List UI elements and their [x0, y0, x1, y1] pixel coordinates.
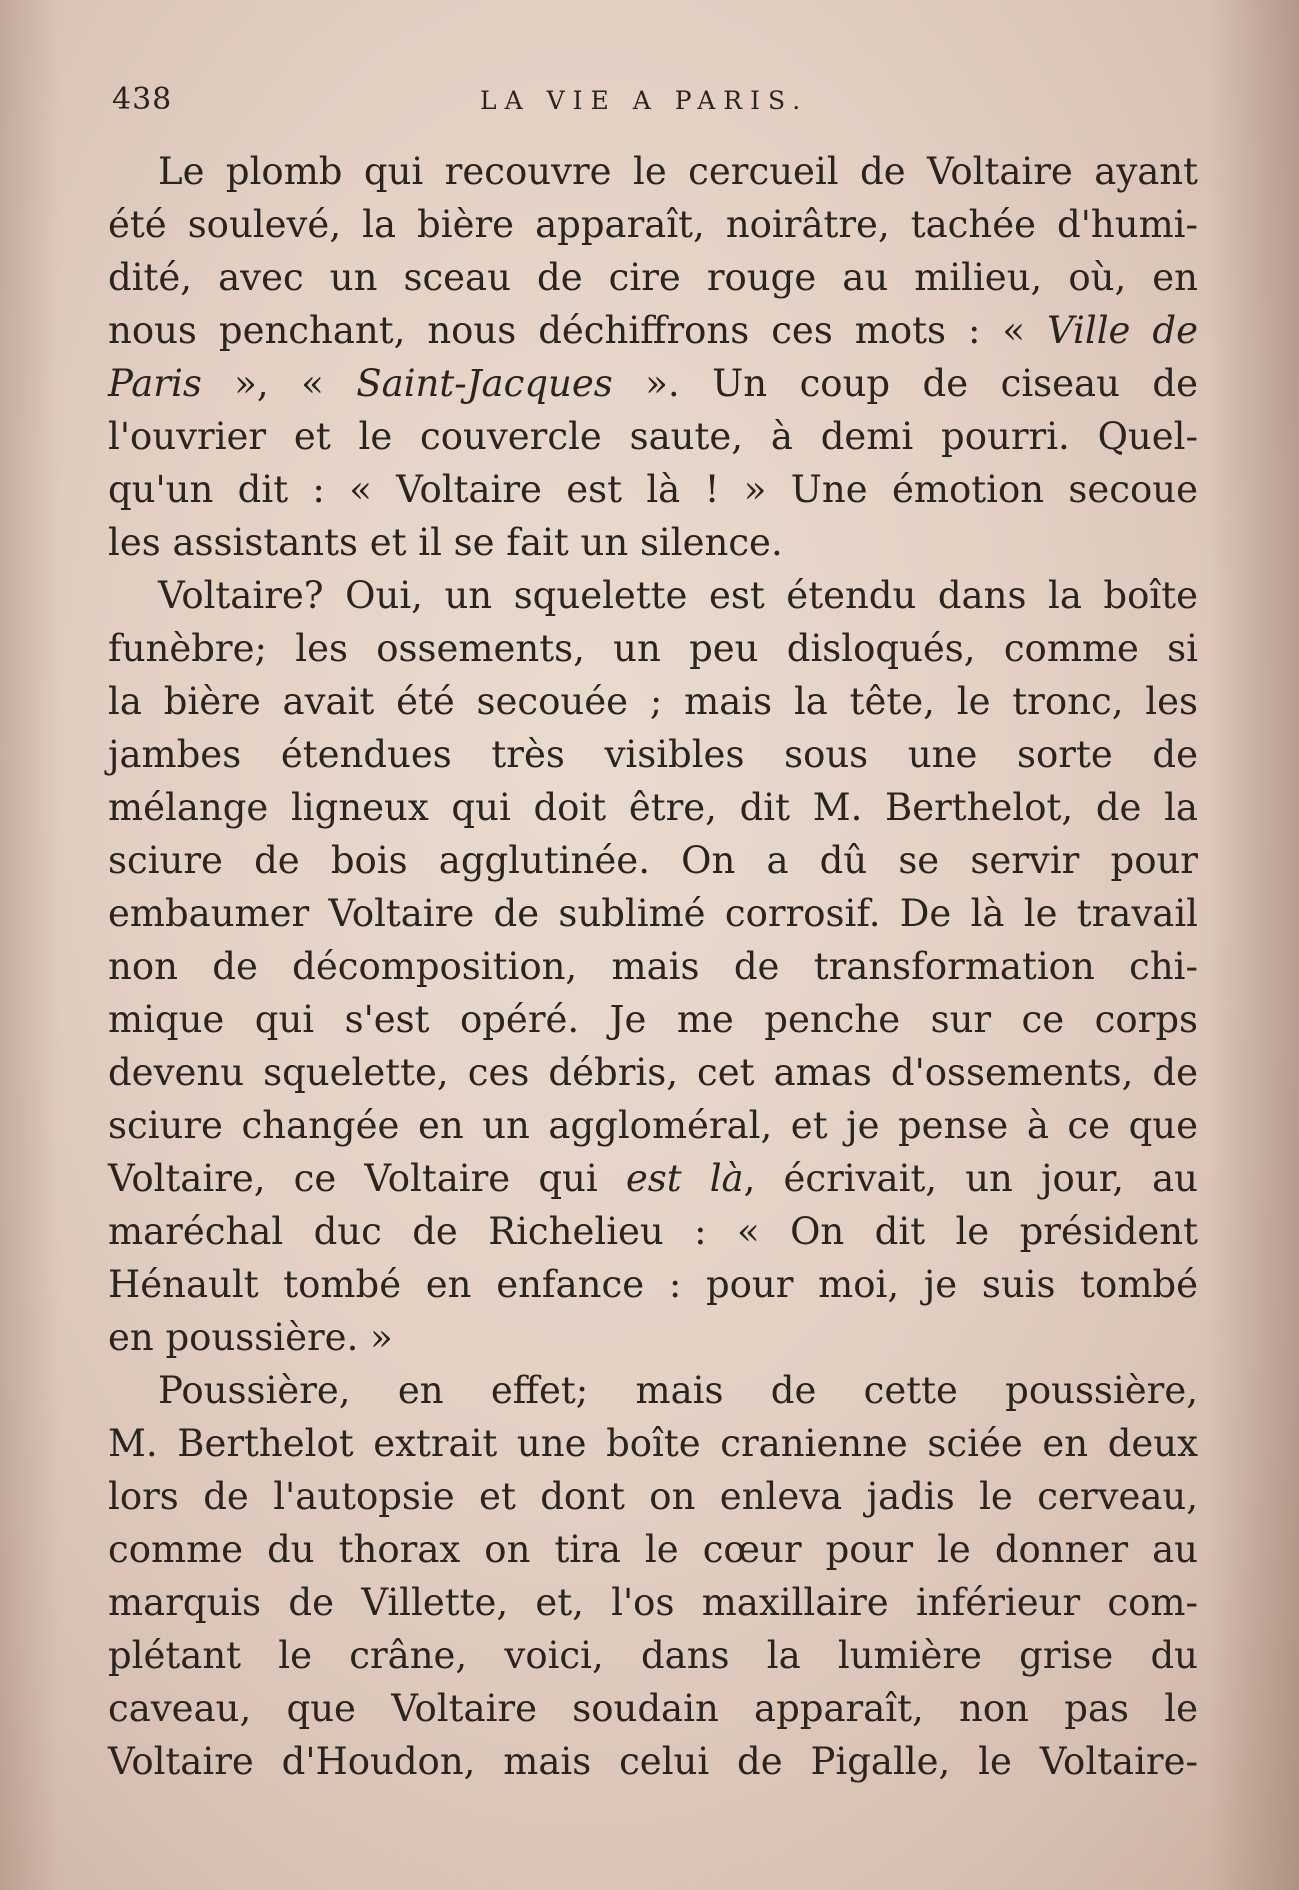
- text-line: les assistants et il se fait un silence.: [108, 521, 783, 564]
- text-line: non de décomposition, mais de transformation chi-: [108, 945, 1198, 988]
- paragraph: [108, 145, 1198, 569]
- text-line: devenu squelette, ces débris, cet amas d'ossements, de: [108, 1051, 1198, 1094]
- text-line: nous penchant, nous déchiffrons ces mots : « Ville de: [108, 309, 1198, 352]
- text-line: sciure changée en un aggloméral, et je pense à ce que: [108, 1104, 1198, 1147]
- text-line: Paris », « Saint-Jacques ». Un coup de ciseau de: [108, 362, 1198, 405]
- text-line: lors de l'autopsie et dont on enleva jadis le cerveau,: [108, 1475, 1198, 1518]
- text-line: marquis de Villette, et, l'os maxillaire inférieur com-: [108, 1581, 1198, 1624]
- text-line: jambes étendues très visibles sous une sorte de: [108, 733, 1198, 776]
- running-head: [112, 82, 1202, 122]
- body-text: [108, 145, 1198, 1788]
- text-line: en poussière. »: [108, 1316, 393, 1359]
- text-line: mélange ligneux qui doit être, dit M. Berthelot, de la: [108, 786, 1198, 829]
- text-line: qu'un dit : « Voltaire est là ! » Une émotion secoue: [108, 468, 1198, 511]
- text-line: embaumer Voltaire de sublimé corrosif. De là le travail: [108, 892, 1198, 935]
- text-line: sciure de bois agglutinée. On a dû se servir pour: [108, 839, 1198, 882]
- text-line: plétant le crâne, voici, dans la lumière grise du: [108, 1634, 1198, 1677]
- page-edge-shadow-right: [1209, 0, 1299, 1890]
- text-line: l'ouvrier et le couvercle saute, à demi pourri. Quel-: [108, 415, 1198, 458]
- page-edge-shadow-left: [0, 0, 60, 1890]
- text-line: maréchal duc de Richelieu : « On dit le président: [108, 1210, 1198, 1253]
- running-title: LA VIE A PARIS.: [480, 86, 809, 115]
- text-line: Poussière, en effet; mais de cette poussière,: [158, 1369, 1198, 1412]
- text-line: M. Berthelot extrait une boîte cranienne sciée en deux: [108, 1422, 1198, 1465]
- paragraph: [108, 1364, 1198, 1788]
- text-line: funèbre; les ossements, un peu disloqués, comme si: [108, 627, 1198, 670]
- text-line: Le plomb qui recouvre le cercueil de Voltaire ayant: [158, 150, 1198, 193]
- text-line: Voltaire d'Houdon, mais celui de Pigalle, le Voltaire-: [108, 1740, 1198, 1783]
- page-number: 438: [112, 82, 173, 117]
- text-line: Voltaire, ce Voltaire qui est là, écrivait, un jour, au: [108, 1157, 1198, 1200]
- text-line: comme du thorax on tira le cœur pour le donner au: [108, 1528, 1198, 1571]
- text-line: été soulevé, la bière apparaît, noirâtre, tachée d'humi-: [108, 203, 1198, 246]
- paragraph: [108, 569, 1198, 1364]
- text-line: la bière avait été secouée ; mais la tête, le tronc, les: [108, 680, 1198, 723]
- text-line: Hénault tombé en enfance : pour moi, je suis tombé: [108, 1263, 1198, 1306]
- text-line: mique qui s'est opéré. Je me penche sur ce corps: [108, 998, 1198, 1041]
- text-line: dité, avec un sceau de cire rouge au milieu, où, en: [108, 256, 1198, 299]
- text-line: caveau, que Voltaire soudain apparaît, non pas le: [108, 1687, 1198, 1730]
- text-line: Voltaire? Oui, un squelette est étendu dans la boîte: [158, 574, 1198, 617]
